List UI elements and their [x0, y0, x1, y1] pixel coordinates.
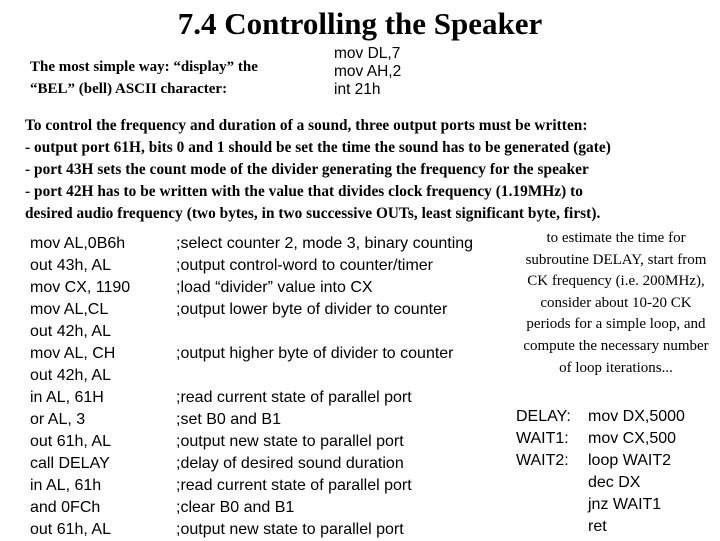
- code-line: out 43h, AL: [30, 257, 111, 274]
- code-line: out 61h, AL: [30, 521, 111, 538]
- code-comment: ;output lower byte of divider to counter: [176, 301, 448, 318]
- intro-code-line: mov AH,2: [334, 63, 402, 80]
- delay-instr: ret: [588, 518, 607, 535]
- code-comment: [176, 365, 473, 387]
- intro-text-line: The most simple way: “display” the: [30, 59, 258, 75]
- description-paragraph: [25, 115, 611, 225]
- code-comment: ;output higher byte of divider to counter: [176, 345, 454, 362]
- delay-line: [516, 516, 685, 538]
- intro-text: [30, 56, 258, 100]
- delay-instr: loop WAIT2: [588, 452, 671, 469]
- code-line: out 61h, AL: [30, 433, 111, 450]
- intro-code-line: mov DL,7: [334, 45, 401, 62]
- code-line: and 0FCh: [30, 499, 101, 516]
- delay-line: [516, 406, 685, 428]
- intro-code-block: [334, 45, 401, 99]
- delay-line: [516, 494, 685, 516]
- delay-instr: mov DX,5000: [588, 408, 685, 425]
- delay-label: WAIT1:: [516, 430, 569, 447]
- description-line: - port 42H has to be written with the value that divides clock frequency (1.19MHz) to: [25, 183, 583, 200]
- code-comment: [176, 321, 473, 343]
- description-line: desired audio frequency (two bytes, in two successive OUTs, least significant byte, first).: [25, 205, 601, 222]
- delay-line: [516, 472, 685, 494]
- code-comment: ;select counter 2, mode 3, binary counting: [176, 235, 474, 252]
- code-comment: ;output control-word to counter/timer: [176, 257, 434, 274]
- page-title: 7.4 Controlling the Speaker: [177, 6, 543, 41]
- delay-instr: mov CX,500: [588, 430, 677, 447]
- delay-label: WAIT2:: [516, 452, 569, 469]
- code-comment: ;delay of desired sound duration: [176, 455, 404, 472]
- description-line: To control the frequency and duration of a sound, three output ports must be written:: [25, 117, 588, 134]
- delay-line: [516, 428, 685, 450]
- code-line: out 42h, AL: [30, 367, 111, 384]
- code-line: in AL, 61h: [30, 477, 102, 494]
- code-comment: ;output new state to parallel port: [176, 433, 404, 450]
- code-comment: ;set B0 and B1: [176, 411, 281, 428]
- delay-note: to estimate the time for subroutine DELAY, start from CK frequency (i.e. 200MHz), consider about 10-20 CK periods for a simple loop, and compute the necessary number of loop iterations...: [523, 230, 709, 376]
- delay-routine: [516, 406, 685, 538]
- delay-line: [516, 450, 685, 472]
- code-comment: ;load “divider” value into CX: [176, 279, 373, 296]
- code-line: in AL, 61H: [30, 389, 104, 406]
- intro-code-line: int 21h: [334, 81, 381, 98]
- code-comment: ;clear B0 and B1: [176, 499, 295, 516]
- code-listing: [30, 233, 130, 541]
- code-line: or AL, 3: [30, 411, 86, 428]
- delay-label: DELAY:: [516, 408, 571, 425]
- code-comment: ;read current state of parallel port: [176, 389, 412, 406]
- code-line: mov AL, CH: [30, 345, 116, 362]
- description-line: - port 43H sets the count mode of the divider generating the frequency for the speaker: [25, 161, 589, 178]
- code-line: out 42h, AL: [30, 323, 111, 340]
- code-line: mov AL,CL: [30, 301, 109, 318]
- intro-text-line: “BEL” (bell) ASCII character:: [30, 81, 228, 97]
- code-line: mov AL,0B6h: [30, 235, 126, 252]
- code-line: mov CX, 1190: [30, 279, 131, 296]
- delay-instr: dec DX: [588, 474, 641, 491]
- code-line: call DELAY: [30, 455, 110, 472]
- code-comments: [176, 233, 473, 541]
- delay-instr: jnz WAIT1: [588, 496, 662, 513]
- code-comment: ;output new state to parallel port: [176, 521, 404, 538]
- code-comment: ;read current state of parallel port: [176, 477, 412, 494]
- description-line: - output port 61H, bits 0 and 1 should be set the time the sound has to be generated (gate): [25, 139, 611, 156]
